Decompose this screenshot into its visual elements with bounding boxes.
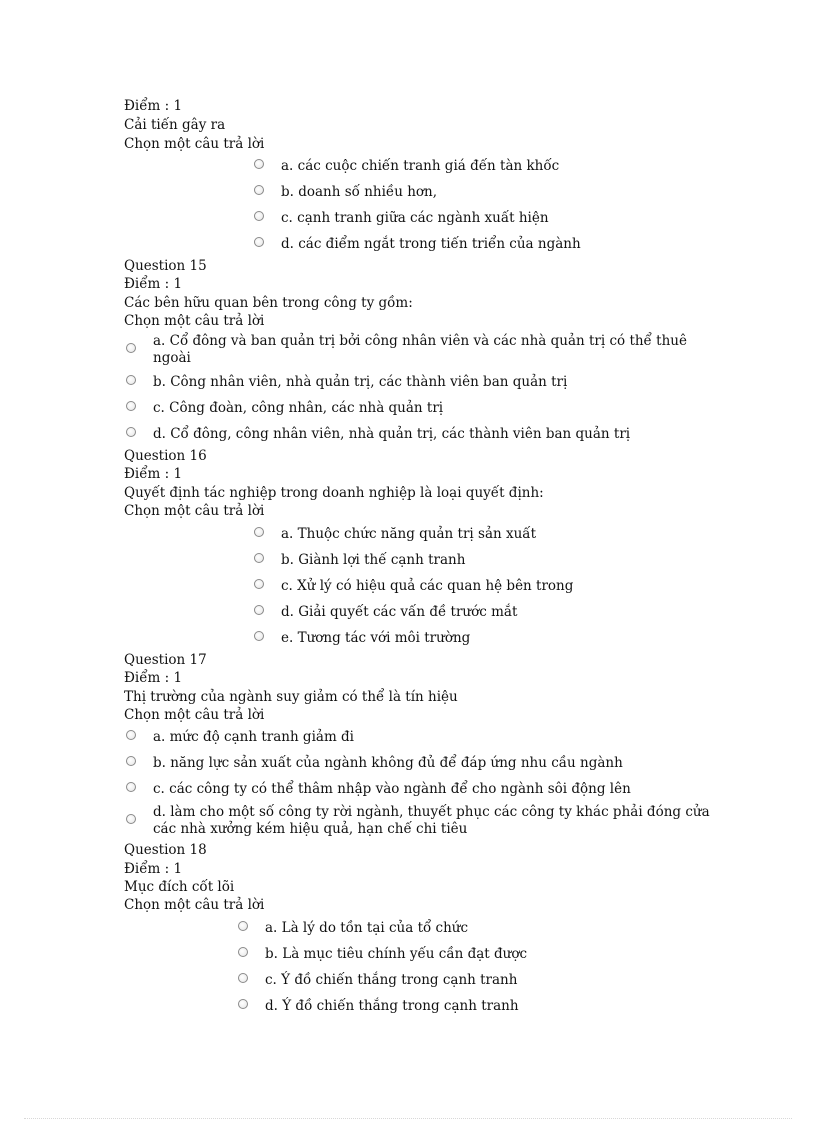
q14-instruction: Chọn một câu trả lời: [124, 136, 265, 152]
q16-option-d-radio[interactable]: [254, 605, 264, 615]
q18-option-c-label: c. Ý đồ chiến thắng trong cạnh tranh: [265, 972, 518, 988]
q16-option-e-radio[interactable]: [254, 631, 264, 641]
q15-option-a-label: a. Cổ đông và ban quản trị bởi công nhân viên và các nhà quản trị có thể thuê ngoài: [153, 333, 687, 366]
q15-option-c-radio[interactable]: [126, 401, 136, 411]
q14-score: Điểm : 1: [124, 98, 183, 114]
q14-option-a-radio[interactable]: [254, 159, 264, 169]
q16-option-b-radio[interactable]: [254, 553, 264, 563]
q15-option-c-label: c. Công đoàn, công nhân, các nhà quản trị: [153, 400, 444, 416]
q18-score: Điểm : 1: [124, 861, 183, 877]
q14-option-d-label: d. các điểm ngắt trong tiến triển của ngành: [281, 236, 581, 252]
q16-score: Điểm : 1: [124, 466, 183, 482]
q16-option-a-radio[interactable]: [254, 527, 264, 537]
q18-option-b-label: b. Là mục tiêu chính yếu cần đạt được: [265, 946, 528, 962]
q18-prompt: Mục đích cốt lõi: [124, 879, 235, 895]
q14-option-b-radio[interactable]: [254, 185, 264, 195]
q14-option-c-radio[interactable]: [254, 211, 264, 221]
q17-option-d-radio[interactable]: [126, 814, 136, 824]
q18-option-a-label: a. Là lý do tồn tại của tổ chức: [265, 920, 469, 936]
q17-title: Question 17: [124, 652, 207, 668]
q17-option-d-label: d. làm cho một số công ty rời ngành, thuyết phục các công ty khác phải đóng cửa các nhà xưởng kém hiệu quả, hạn chế chi tiêu: [153, 804, 710, 837]
q18-title: Question 18: [124, 842, 207, 858]
q14-option-c-label: c. cạnh tranh giữa các ngành xuất hiện: [281, 210, 549, 226]
q16-option-d-label: d. Giải quyết các vấn đề trước mắt: [281, 604, 518, 620]
q16-option-c-radio[interactable]: [254, 579, 264, 589]
q15-option-d-label: d. Cổ đông, công nhân viên, nhà quản trị, các thành viên ban quản trị: [153, 426, 631, 442]
q17-option-c-radio[interactable]: [126, 782, 136, 792]
q18-option-d-radio[interactable]: [238, 999, 248, 1009]
q17-prompt: Thị trường của ngành suy giảm có thể là tín hiệu: [124, 689, 458, 705]
q16-title: Question 16: [124, 448, 207, 464]
q18-option-c-radio[interactable]: [238, 973, 248, 983]
q17-option-b-label: b. năng lực sản xuất của ngành không đủ để đáp ứng nhu cầu ngành: [153, 755, 623, 771]
q17-option-c-label: c. các công ty có thể thâm nhập vào ngành để cho ngành sôi động lên: [153, 781, 631, 797]
q17-option-b-radio[interactable]: [126, 756, 136, 766]
q16-option-a-label: a. Thuộc chức năng quản trị sản xuất: [281, 526, 537, 542]
q15-title: Question 15: [124, 258, 207, 274]
q15-instruction: Chọn một câu trả lời: [124, 313, 265, 329]
q17-option-a-label: a. mức độ cạnh tranh giảm đi: [153, 729, 354, 745]
q18-option-d-label: d. Ý đồ chiến thắng trong cạnh tranh: [265, 998, 519, 1014]
q18-option-b-radio[interactable]: [238, 947, 248, 957]
q18-instruction: Chọn một câu trả lời: [124, 897, 265, 913]
q16-option-c-label: c. Xử lý có hiệu quả các quan hệ bên trong: [281, 578, 574, 594]
q15-option-b-label: b. Công nhân viên, nhà quản trị, các thành viên ban quản trị: [153, 374, 568, 390]
q15-option-b-radio[interactable]: [126, 375, 136, 385]
q17-option-a-radio[interactable]: [126, 730, 136, 740]
page-bottom-divider: [24, 1118, 792, 1119]
q16-prompt: Quyết định tác nghiệp trong doanh nghiệp là loại quyết định:: [124, 485, 544, 501]
q14-option-b-label: b. doanh số nhiều hơn,: [281, 184, 438, 200]
q15-option-d-radio[interactable]: [126, 427, 136, 437]
q16-instruction: Chọn một câu trả lời: [124, 503, 265, 519]
q16-option-b-label: b. Giành lợi thế cạnh tranh: [281, 552, 466, 568]
q17-score: Điểm : 1: [124, 670, 183, 686]
q18-option-a-radio[interactable]: [238, 921, 248, 931]
q15-option-a-radio[interactable]: [126, 343, 136, 353]
q17-instruction: Chọn một câu trả lời: [124, 707, 265, 723]
q14-option-a-label: a. các cuộc chiến tranh giá đến tàn khốc: [281, 158, 560, 174]
q15-prompt: Các bên hữu quan bên trong công ty gồm:: [124, 295, 413, 311]
q14-option-d-radio[interactable]: [254, 237, 264, 247]
q16-option-e-label: e. Tương tác với môi trường: [281, 630, 471, 646]
q15-score: Điểm : 1: [124, 276, 183, 292]
q14-prompt: Cải tiến gây ra: [124, 117, 226, 133]
